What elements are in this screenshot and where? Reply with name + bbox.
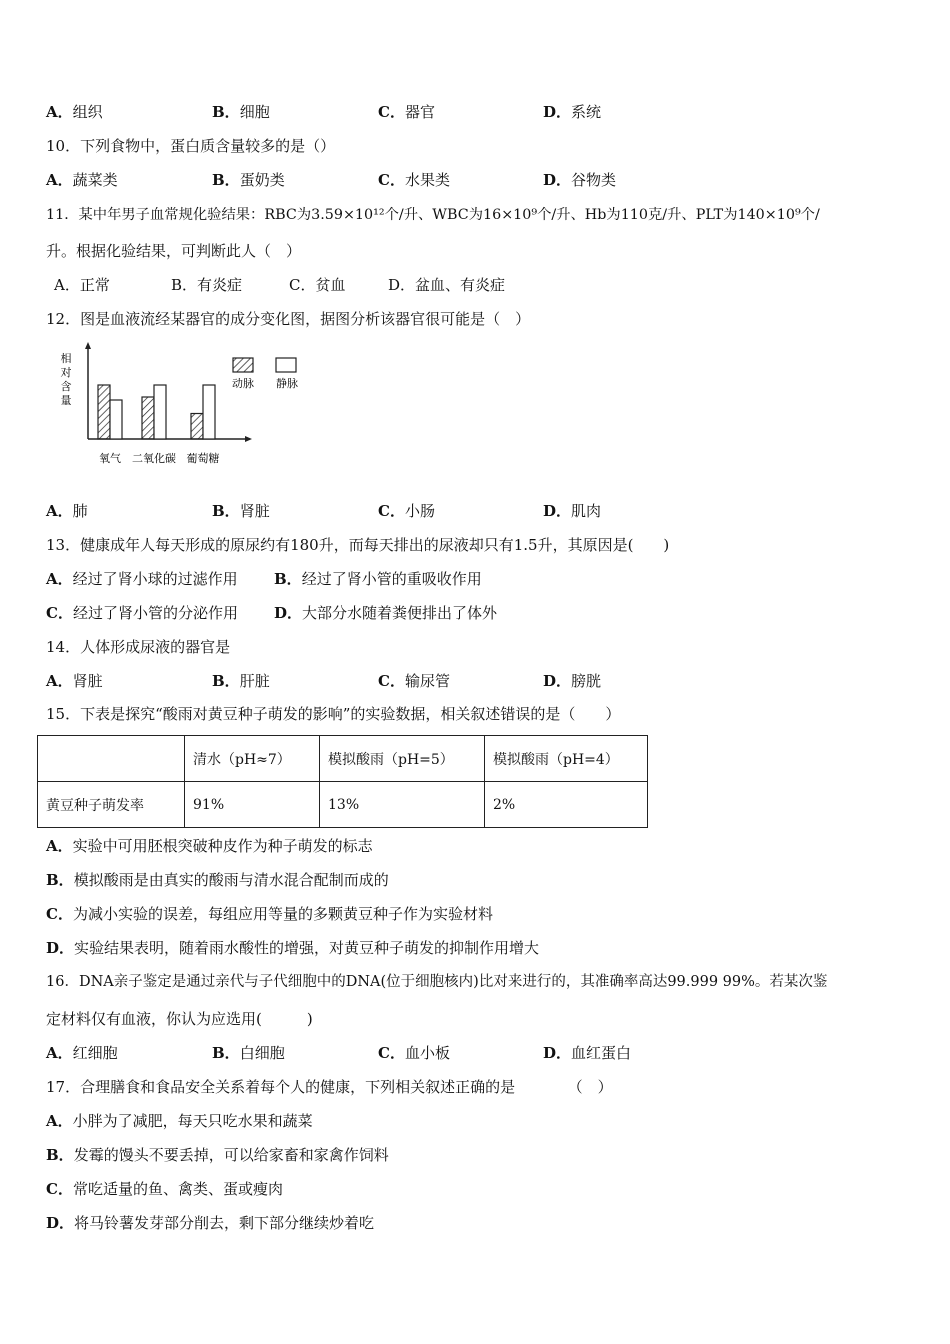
q9-option-a: A．组织	[46, 103, 103, 121]
q13-stem: 13．健康成年人每天形成的原尿约有180升，而每天排出的尿液却只有1.5升，其原因是( )	[46, 536, 670, 554]
q14-stem: 14．人体形成尿液的器官是	[46, 638, 231, 656]
q16-option-c: C．血小板	[378, 1044, 450, 1062]
q16-option-b: B．白细胞	[212, 1044, 285, 1062]
table-cell: 13%	[320, 782, 485, 828]
x-tick-label: 葡萄糖	[186, 452, 220, 465]
y-axis-arrow	[85, 342, 91, 349]
y-label-char-2: 对	[60, 366, 72, 379]
bar-vein-1	[110, 400, 122, 439]
y-axis-label	[61, 351, 72, 407]
q11-option-d: D．盆血、有炎症	[388, 276, 506, 294]
q10-option-d: D．谷物类	[543, 171, 617, 189]
x-axis-arrow	[245, 436, 252, 442]
q15-option-c: C．为减小实验的误差，每组应用等量的多颗黄豆种子作为实验材料	[46, 905, 493, 923]
table-header-row	[38, 736, 648, 782]
q17-option-b: B．发霉的馒头不要丢掉，可以给家畜和家禽作饲料	[46, 1146, 389, 1164]
q11-stem-line1: 11．某中年男子血常规化验结果：RBC为3.59×10¹²个/升、WBC为16×10⁹个/升、Hb为110克/升、PLT为140×10⁹个/	[46, 207, 820, 223]
q14-option-a: A．肾脏	[46, 672, 103, 690]
q11-option-a: A．正常	[54, 276, 110, 294]
q14-option-c: C．输尿管	[378, 672, 450, 690]
q17-option-d: D．将马铃薯发芽部分削去，剩下部分继续炒着吃	[46, 1214, 375, 1232]
q9-option-c: C．器官	[378, 103, 435, 121]
q16-option-d: D．血红蛋白	[543, 1044, 632, 1062]
q15-option-a: A．实验中可用胚根突破种皮作为种子萌发的标志	[46, 837, 373, 855]
q15-data-table	[37, 735, 648, 828]
q17-option-c: C．常吃适量的鱼、禽类、蛋或瘦肉	[46, 1180, 283, 1198]
q12-stem: 12．图是血液流经某器官的成分变化图，据图分析该器官很可能是（ ）	[46, 310, 531, 328]
q17-option-a: A．小胖为了减肥，每天只吃水果和蔬菜	[46, 1112, 313, 1130]
q11-option-b: B．有炎症	[171, 276, 243, 294]
q11-stem-line2: 升。根据化验结果，可判断此人（ ）	[46, 242, 302, 260]
q10-option-b: B．蛋奶类	[212, 171, 285, 189]
q11-option-c: C．贫血	[289, 276, 346, 294]
legend-swatch-vein	[276, 358, 296, 372]
q17-stem: 17．合理膳食和食品安全关系着每个人的健康，下列相关叙述正确的是 （ ）	[46, 1078, 613, 1096]
x-tick-labels	[99, 451, 220, 465]
q9-option-b: B．细胞	[212, 103, 270, 121]
q12-option-a: A．肺	[46, 502, 88, 520]
q14-option-d: D．膀胱	[543, 672, 602, 690]
table-row	[38, 782, 648, 828]
q13-option-c: C．经过了肾小管的分泌作用	[46, 604, 238, 622]
q15-option-d: D．实验结果表明，随着雨水酸性的增强，对黄豆种子萌发的抑制作用增大	[46, 939, 540, 957]
q13-option-d: D．大部分水随着粪便排出了体外	[274, 604, 498, 622]
q12-option-c: C．小肠	[378, 502, 435, 520]
bar-artery-3	[191, 414, 203, 440]
y-label-char-1: 相	[60, 352, 72, 365]
legend	[232, 358, 298, 390]
q16-stem-line2: 定材料仅有血液，你认为应选用( )	[46, 1010, 313, 1028]
table-cell: 2%	[485, 782, 648, 828]
q10-option-a: A．蔬菜类	[46, 171, 118, 189]
q12-option-d: D．肌肉	[543, 502, 602, 520]
x-tick-label: 二氧化碳	[132, 452, 176, 465]
bar-artery-2	[142, 397, 154, 439]
q14-option-b: B．肝脏	[212, 672, 270, 690]
bar-vein-3	[203, 385, 215, 439]
table-header-cell: 模拟酸雨（pH=4）	[485, 736, 648, 782]
x-tick-label: 氧气	[99, 452, 121, 465]
q9-option-d: D．系统	[543, 103, 602, 121]
legend-swatch-artery	[233, 358, 253, 372]
y-label-char-3: 含	[60, 380, 72, 393]
table-cell: 黄豆种子萌发率	[38, 782, 185, 828]
q10-stem: 10．下列食物中，蛋白质含量较多的是（）	[46, 137, 336, 155]
blood-composition-chart	[58, 338, 308, 478]
q15-option-b: B．模拟酸雨是由真实的酸雨与清水混合配制而成的	[46, 871, 389, 889]
bar-vein-2	[154, 385, 166, 439]
legend-label-artery: 动脉	[232, 377, 254, 390]
table-header-cell	[38, 736, 185, 782]
bar-artery-1	[98, 385, 110, 439]
q13-option-a: A．经过了肾小球的过滤作用	[46, 570, 238, 588]
q13-option-b: B．经过了肾小管的重吸收作用	[274, 570, 482, 588]
y-label-char-4: 量	[60, 394, 72, 407]
table-header-cell: 清水（pH≈7）	[185, 736, 320, 782]
q10-option-c: C．水果类	[378, 171, 450, 189]
legend-label-vein: 静脉	[276, 377, 298, 390]
q15-stem: 15．下表是探究“酸雨对黄豆种子萌发的影响”的实验数据，相关叙述错误的是（ ）	[46, 705, 621, 723]
bars-group	[98, 385, 215, 439]
q12-option-b: B．肾脏	[212, 502, 270, 520]
q16-stem-line1: 16．DNA亲子鉴定是通过亲代与子代细胞中的DNA(位于细胞核内)比对来进行的，其准确率高达99.999 99%。若某次鉴	[46, 974, 828, 990]
table-cell: 91%	[185, 782, 320, 828]
q16-option-a: A．红细胞	[46, 1044, 118, 1062]
table-header-cell: 模拟酸雨（pH=5）	[320, 736, 485, 782]
